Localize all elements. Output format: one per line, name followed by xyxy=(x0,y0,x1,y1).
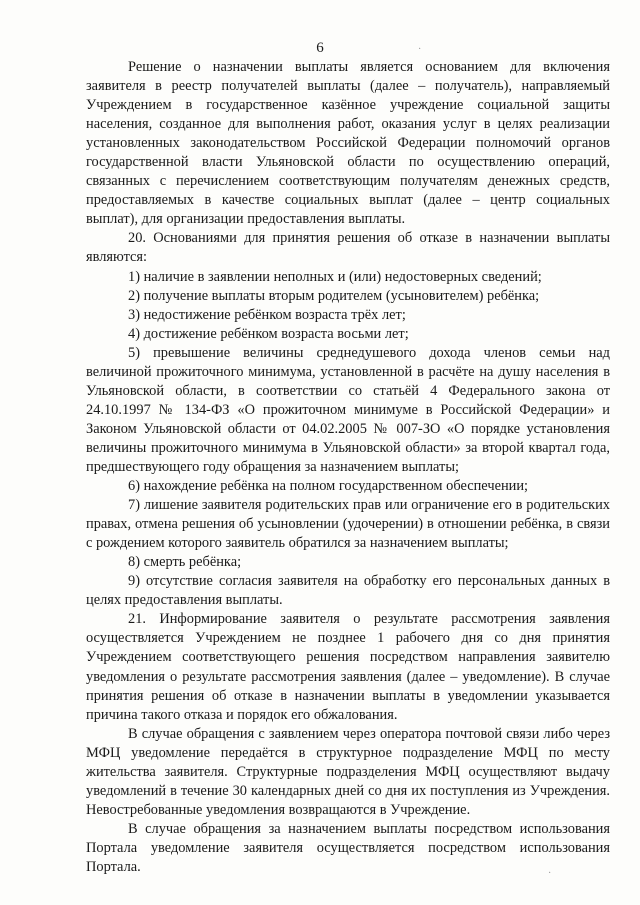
paragraph-20: 20. Основаниями для принятия решения об отказе в назначении выплаты являются: xyxy=(86,230,610,266)
scan-mark: · xyxy=(418,44,422,55)
paragraph-decision: Решение о назначении выплаты является основанием для включения заявителя в реестр получателей выплаты (далее – получатель), направляемый Учреждением в государственное казённое учреждение социальной защиты населения, созданное для выполнения работ, оказания услуг в целях реализации установленных законодательством Российской Федерации полномочий органов государственной власти Ульяновской области по осуществлению операций, связанных с перечислением соответствующим получателям денежных средств, предоставляемых в качестве социальных выплат (далее – центр социальных выплат), для организации предоставления выплаты. xyxy=(86,59,610,228)
list-item-2: 2) получение выплаты вторым родителем (усыновителем) ребёнка; xyxy=(128,287,540,304)
list-item-6: 6) нахождение ребёнка на полном государственном обеспечении; xyxy=(128,478,529,495)
document-body xyxy=(86,58,610,877)
list-item-9: 9) отсутствие согласия заявителя на обработку его персональных данных в целях предоставления выплаты. xyxy=(86,573,610,609)
list-item-7: 7) лишение заявителя родительских прав или ограничение его в родительских правах, отмена решения об усыновлении (удочерении) в отношении ребёнка, в связи с рождением которого заявитель обратился за назначением выплаты; xyxy=(86,497,610,552)
scan-mark: · xyxy=(548,868,552,879)
list-item-8: 8) смерть ребёнка; xyxy=(128,554,242,571)
paragraph-21: 21. Информирование заявителя о результате рассмотрения заявления осуществляется Учреждением не позднее 1 рабочего дня со дня принятия Учреждением соответствующего решения посредством направления заявителю уведомления о результате рассмотрения заявления (далее – уведомление). В случае принятия решения об отказе в назначении выплаты в уведомлении указывается причина такого отказа и порядок его обжалования. xyxy=(86,611,610,723)
paragraph-portal: В случае обращения за назначением выплаты посредством использования Портала уведомление заявителя осуществляется посредством использования Портала. xyxy=(86,820,610,875)
list-item-5: 5) превышение величины среднедушевого дохода членов семьи над величиной прожиточного минимума, установленной в расчёте на душу населения в Ульяновской области, в соответствии со статьёй 4 Федерального закона от 24.10.1997 № 134-ФЗ «О прожиточном минимуме в Российской Федерации» и Законом Ульяновской области от 04.02.2005 № 007-ЗО «О порядке установления величины прожиточного минимума в Ульяновской области» за второй квартал года, предшествующего году обращения за назначением выплаты; xyxy=(86,344,610,475)
list-item-4: 4) достижение ребёнком возраста восьми лет; xyxy=(128,325,409,342)
list-item-3: 3) недостижение ребёнком возраста трёх лет; xyxy=(128,306,406,323)
list-item-1: 1) наличие в заявлении неполных и (или) недостоверных сведений; xyxy=(128,268,542,285)
paragraph-mfc: В случае обращения с заявлением через оператора почтовой связи либо через МФЦ уведомление передаётся в структурное подразделение МФЦ по месту жительства заявителя. Структурные подразделения МФЦ осуществляют выдачу уведомлений в течение 30 календарных дней со дня их поступления из Учреждения. Невостребованные уведомления возвращаются в Учреждение. xyxy=(86,725,610,818)
page-number: 6 xyxy=(316,40,324,56)
